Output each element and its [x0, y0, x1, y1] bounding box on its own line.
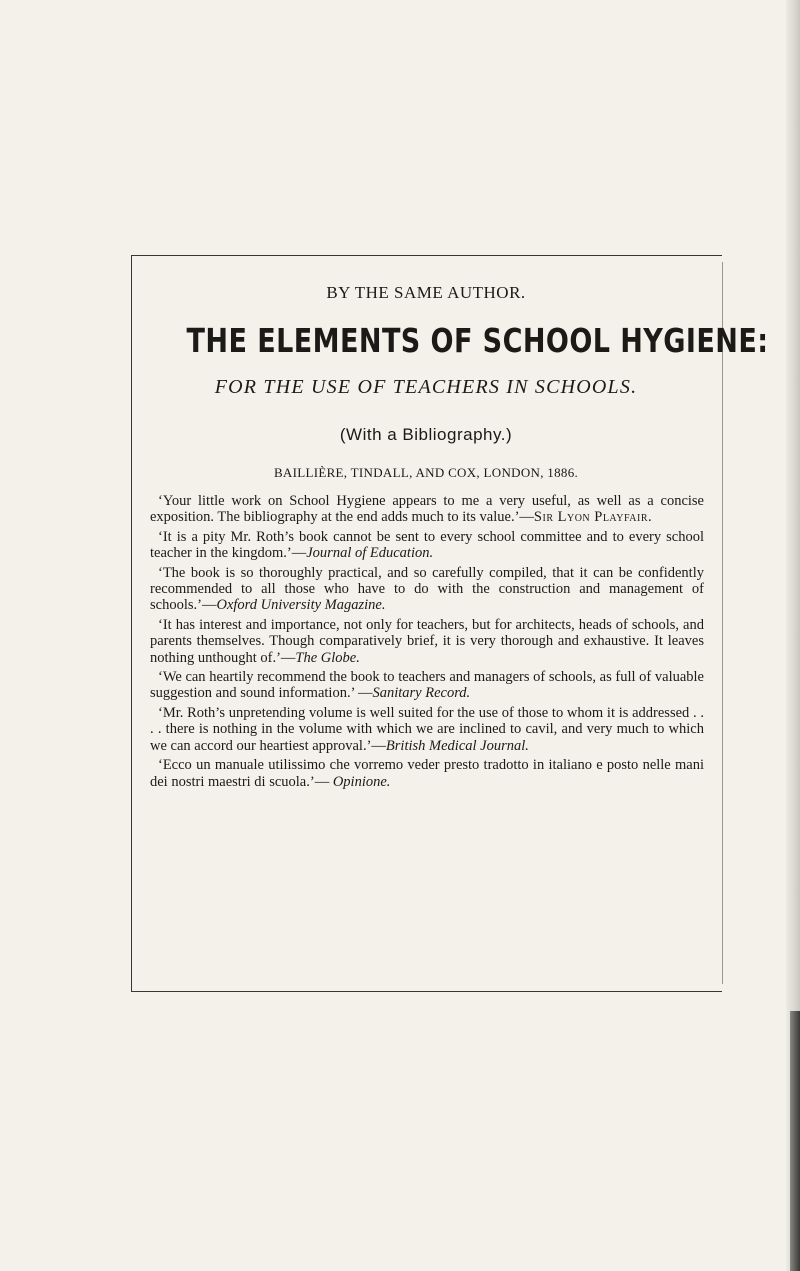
book-title: THE ELEMENTS OF SCHOOL HYGIENE: [186, 321, 769, 360]
by-line: BY THE SAME AUTHOR. [326, 283, 526, 302]
book-subtitle: FOR THE USE OF TEACHERS IN SCHOOLS. [214, 376, 638, 398]
review-source: Opinione. [332, 773, 391, 790]
review-dash: — [519, 509, 534, 526]
review-source: Sanitary Record. [372, 685, 471, 702]
review-journal-of-education [150, 529, 704, 562]
page-edge-shadow [790, 1011, 800, 1271]
advertisement-content [134, 255, 769, 793]
review-dash: — [201, 597, 217, 614]
review-source: British Medical Journal. [385, 737, 529, 754]
review-quote: ‘It is a pity Mr. Roth’s book cannot be sent to every school committee and to every school teacher in the kingdom.’ [150, 528, 704, 562]
review-british-medical-journal [150, 705, 704, 754]
review-opinione [150, 757, 704, 790]
review-source: Journal of Education. [306, 545, 434, 562]
review-quote: ‘It has interest and importance, not only for teachers, but for architects, heads of schools, and parents themselves. Though comparatively brief, it is very thorough and exhaustive. It leaves nothing unthought of.’ [150, 616, 704, 666]
publisher-line: BAILLIÈRE, TINDALL, AND COX, LONDON, 1886. [273, 465, 579, 480]
review-source: The Globe. [295, 649, 360, 666]
review-sanitary-record [150, 669, 704, 702]
review-oxford-magazine [150, 565, 704, 614]
review-dash: — [371, 737, 386, 754]
review-source: Oxford University Magazine. [216, 597, 386, 614]
review-the-globe [150, 617, 704, 666]
review-quote: ‘We can heartily recommend the book to teachers and managers of schools, as full of valuable suggestion and sound information.’ [150, 669, 704, 702]
frame-right-rule [722, 262, 723, 984]
review-quote: ‘Your little work on School Hygiene appears to me a very useful, as well as a concise exposition. The bibliography at the end adds much to its value.’ [150, 493, 704, 526]
review-dash: — [280, 649, 296, 666]
review-dash: — [354, 685, 373, 702]
review-dash: — [314, 773, 333, 790]
bibliography-note: (With a Bibliography.) [339, 425, 513, 444]
review-playfair [150, 493, 704, 526]
review-source: Sir Lyon Playfair. [533, 509, 653, 526]
review-quote: ‘Ecco un manuale utilissimo che vorremo veder presto tradotto in italiano e posto nelle mani dei nostri maestri di scuola.’ [150, 757, 704, 790]
review-quote: ‘The book is so thoroughly practical, and so carefully compiled, that it can be confidently recommended to all those who have to do with the construction and management of schools.’ [150, 564, 704, 614]
review-dash: — [291, 545, 307, 562]
review-quote: ‘Mr. Roth’s unpretending volume is well suited for the use of those to whom it is addressed . . . . there is nothing in the volume with which we are inclined to cavil, and very much to which we can accord our heartiest approval.’ [150, 704, 704, 754]
reviews-list [134, 493, 718, 790]
